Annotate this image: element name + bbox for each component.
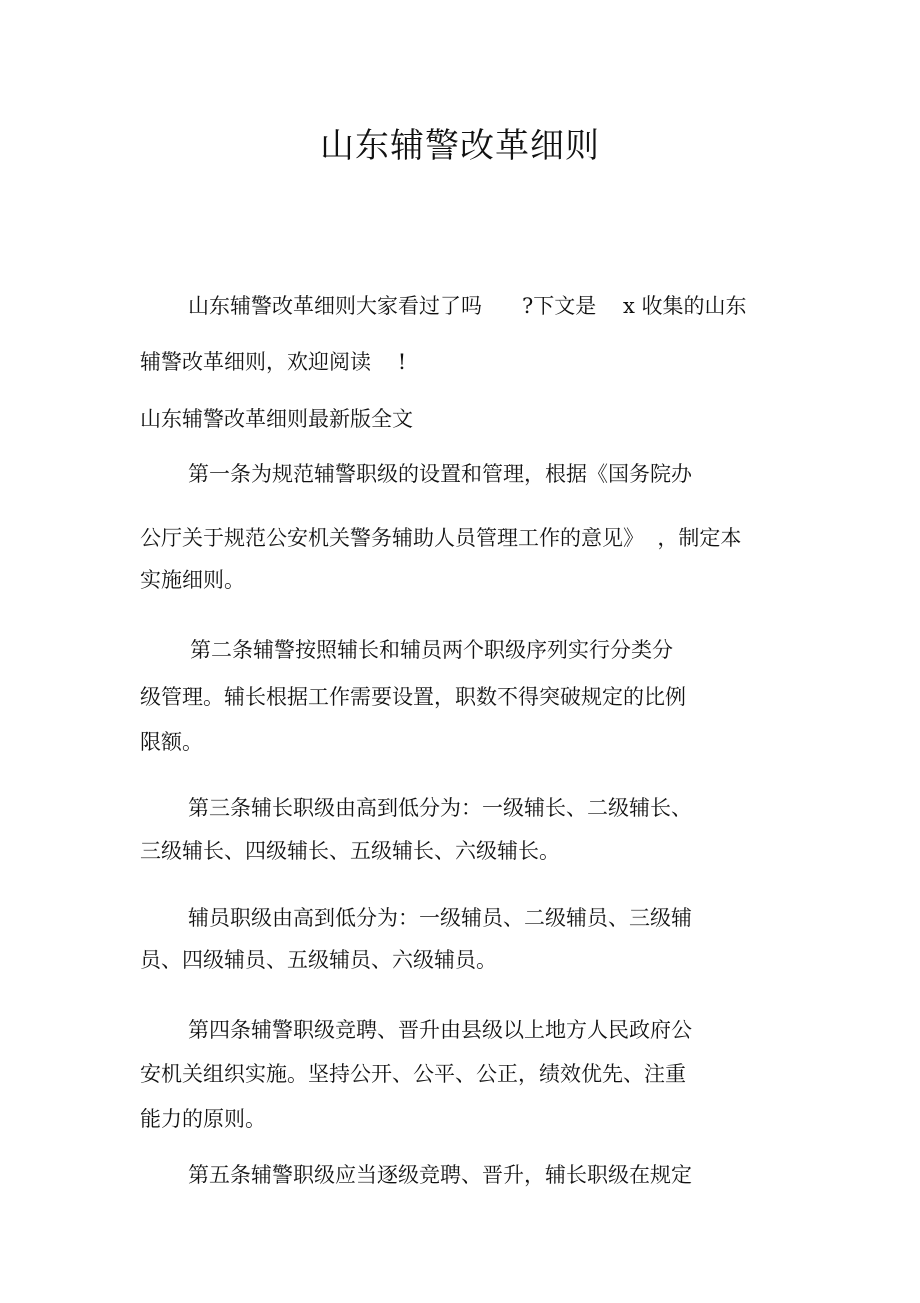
intro-line-1: 山东辅警改革细则大家看过了吗 ?下文是 x 收集的山东: [188, 294, 747, 318]
article-2-line-1: 第二条辅警按照辅长和辅员两个职级序列实行分类分: [190, 638, 673, 662]
section-heading: 山东辅警改革细则最新版全文: [140, 407, 413, 431]
article-1-line-3: 实施细则。: [140, 568, 245, 592]
article-2-line-2: 级管理。辅长根据工作需要设置，职数不得突破规定的比例: [140, 685, 686, 709]
intro-line-2: 辅警改革细则，欢迎阅读 !: [140, 350, 407, 374]
article-4-line-1: 辅员职级由高到低分为：一级辅员、二级辅员、三级辅: [188, 906, 692, 930]
article-3-line-2: 三级辅长、四级辅长、五级辅长、六级辅长。: [140, 839, 560, 863]
article-1-line-1: 第一条为规范辅警职级的设置和管理，根据《国务院办: [188, 462, 692, 486]
article-6-line-1: 第五条辅警职级应当逐级竞聘、晋升，辅长职级在规定: [188, 1163, 692, 1187]
article-3-line-1: 第三条辅长职级由高到低分为：一级辅长、二级辅长、: [188, 796, 692, 820]
article-5-line-3: 能力的原则。: [140, 1107, 266, 1131]
article-1-line-2: 公厅关于规范公安机关警务辅助人员管理工作的意见》 ，制定本: [140, 526, 742, 550]
article-4-line-2: 员、四级辅员、五级辅员、六级辅员。: [140, 948, 497, 972]
article-5-line-1: 第四条辅警职级竞聘、晋升由县级以上地方人民政府公: [188, 1018, 692, 1042]
article-2-line-3: 限额。: [140, 730, 203, 754]
document-title: 山东辅警改革细则: [320, 126, 600, 166]
article-5-line-2: 安机关组织实施。坚持公开、公平、公正，绩效优先、注重: [140, 1062, 686, 1086]
